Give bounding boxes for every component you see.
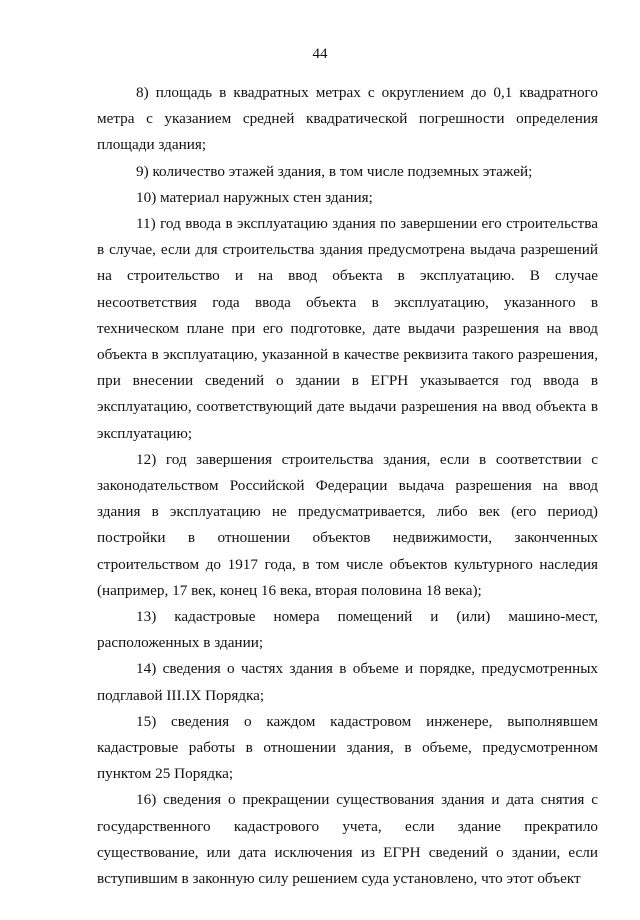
paragraph-item-16: 16) сведения о прекращении существования здания и дата снятия с государственного кадастрового учета, если здание прекратило существование, или дата исключения из ЕГРН сведений о здании, если вступившим в законную силу решением суда установлено, что этот объект xyxy=(97,791,598,888)
paragraph-item-9: 9) количество этажей здания, в том числе подземных этажей; xyxy=(136,162,533,180)
paragraph-item-14: 14) сведения о частях здания в объеме и порядке, предусмотренных подглавой III.IX Порядка; xyxy=(97,660,598,704)
paragraph-item-15: 15) сведения о каждом кадастровом инженере, выполнявшем кадастровые работы в отношении здания, в объеме, предусмотренном пунктом 25 Порядка; xyxy=(97,712,598,783)
paragraph-item-12: 12) год завершения строительства здания, если в соответствии с законодательством Российской Федерации выдача разрешения на ввод здания в эксплуатацию не предусматривается, либо век (его период) постройки в отношении объектов недвижимости, законченных строительством до 1917 года, в том числе объектов культурного наследия (например, 17 век, конец 16 века, вторая половина 18 века); xyxy=(97,450,598,599)
paragraph-item-8: 8) площадь в квадратных метрах с округлением до 0,1 квадратного метра с указанием средней квадратической погрешности определения площади здания; xyxy=(97,84,598,154)
page-number: 44 xyxy=(312,46,328,62)
paragraph-item-10: 10) материал наружных стен здания; xyxy=(136,188,373,206)
paragraph-item-13: 13) кадастровые номера помещений и (или) машино-мест, расположенных в здании; xyxy=(97,608,598,652)
paragraph-item-11: 11) год ввода в эксплуатацию здания по завершении его строительства в случае, если для строительства здания предусмотрена выдача разрешений на строительство и на ввод объекта в эксплуатацию. В случае несоответствия года ввода объекта в эксплуатацию, указанного в техническом плане при его подготовке, дате выдачи разрешения на ввод объекта в эксплуатацию, указанной в качестве реквизита такого разрешения, при внесении сведений о здании в ЕГРН указывается год ввода в эксплуатацию, соответствующий дате выдачи разрешения на ввод объекта в эксплуатацию; xyxy=(97,215,598,442)
